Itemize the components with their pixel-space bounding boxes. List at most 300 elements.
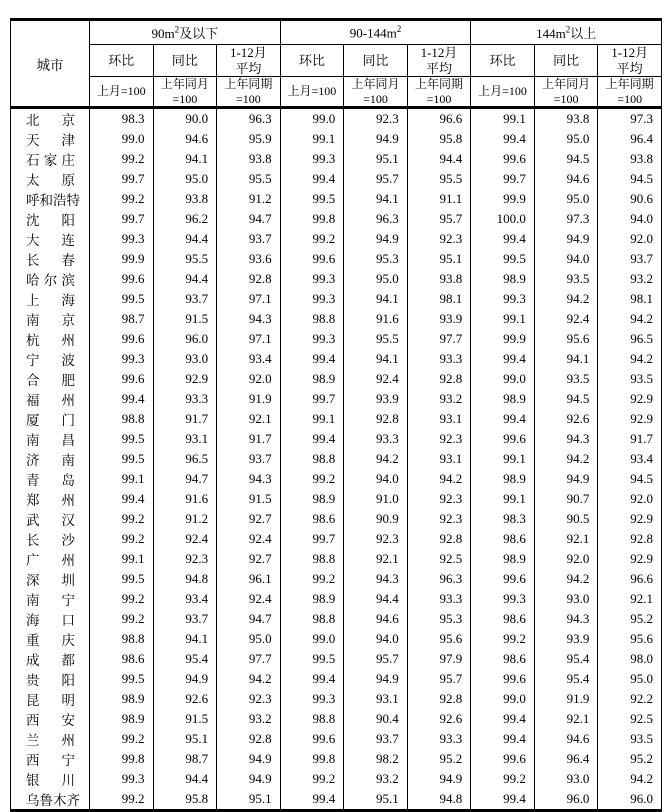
index-value-cell: 91.9 — [534, 689, 598, 709]
group-title-text: 及以下 — [179, 26, 219, 41]
index-value-cell: 94.2 — [598, 349, 662, 369]
index-value-cell: 92.3 — [344, 529, 408, 549]
index-value-cell: 94.9 — [344, 129, 408, 149]
index-value-cell: 99.4 — [280, 669, 344, 689]
index-value-cell: 93.3 — [344, 429, 408, 449]
index-value-cell: 93.8 — [407, 269, 471, 289]
index-value-cell: 99.0 — [90, 129, 154, 149]
index-value-cell: 99.4 — [471, 729, 535, 749]
index-value-cell: 99.9 — [471, 189, 535, 209]
index-value-cell: 93.5 — [598, 729, 662, 749]
index-value-cell: 95.5 — [407, 169, 471, 189]
index-value-cell: 94.7 — [153, 469, 217, 489]
index-value-cell: 93.1 — [407, 409, 471, 429]
table-row — [11, 389, 662, 409]
index-value-cell: 92.2 — [598, 689, 662, 709]
city-name: 南 昌 — [26, 433, 75, 449]
group-title-text: 以上 — [570, 26, 597, 41]
index-value-cell: 98.8 — [90, 629, 154, 649]
group-header-90-144 — [280, 20, 471, 45]
index-value-cell: 95.6 — [598, 629, 662, 649]
index-value-cell: 91.7 — [217, 429, 281, 449]
group-title-text: 144m — [536, 26, 566, 41]
city-name: 长 沙 — [26, 533, 75, 549]
table-row — [11, 489, 662, 509]
index-value-cell: 90.5 — [534, 509, 598, 529]
table-row — [11, 609, 662, 629]
index-value-cell: 94.3 — [217, 469, 281, 489]
sub-header-mom-base: 上月=100 — [280, 77, 344, 108]
index-value-cell: 95.2 — [407, 749, 471, 769]
index-value-cell: 99.1 — [471, 309, 535, 329]
header-row-measures — [11, 45, 662, 77]
index-value-cell: 92.4 — [217, 589, 281, 609]
sub-header-avg-base: 上年同期 =100 — [407, 77, 471, 108]
index-value-cell: 99.3 — [471, 289, 535, 309]
index-value-cell: 99.2 — [471, 769, 535, 789]
city-name: 海 口 — [26, 613, 75, 629]
index-value-cell: 99.0 — [280, 629, 344, 649]
index-value-cell: 99.4 — [280, 349, 344, 369]
index-value-cell: 99.4 — [280, 789, 344, 811]
index-value-cell: 93.0 — [534, 769, 598, 789]
table-row — [11, 249, 662, 269]
index-value-cell: 93.9 — [534, 629, 598, 649]
index-value-cell: 99.2 — [90, 529, 154, 549]
index-value-cell: 98.8 — [280, 449, 344, 469]
index-value-cell: 94.9 — [344, 669, 408, 689]
index-value-cell: 94.1 — [534, 349, 598, 369]
index-value-cell: 93.4 — [217, 349, 281, 369]
index-value-cell: 92.7 — [217, 509, 281, 529]
city-name: 大 连 — [26, 233, 75, 249]
table-row — [11, 629, 662, 649]
index-value-cell: 98.6 — [90, 649, 154, 669]
table-row — [11, 689, 662, 709]
index-value-cell: 94.2 — [598, 309, 662, 329]
index-value-cell: 94.6 — [534, 729, 598, 749]
index-value-cell: 99.0 — [471, 369, 535, 389]
index-value-cell: 95.1 — [344, 789, 408, 811]
column-header-city: 城市 — [11, 20, 90, 108]
index-value-cell: 99.2 — [90, 149, 154, 169]
index-value-cell: 95.0 — [534, 129, 598, 149]
index-value-cell: 91.7 — [153, 409, 217, 429]
sub-header-avg-base: 上年同期 =100 — [598, 77, 662, 108]
index-value-cell: 95.0 — [344, 269, 408, 289]
index-value-cell: 94.2 — [534, 449, 598, 469]
table-row — [11, 369, 662, 389]
index-value-cell: 99.8 — [280, 749, 344, 769]
index-value-cell: 99.6 — [471, 669, 535, 689]
superscript-2: 2 — [174, 24, 180, 35]
index-value-cell: 92.9 — [598, 549, 662, 569]
table-row — [11, 789, 662, 811]
price-index-table — [10, 18, 662, 812]
index-value-cell: 99.6 — [280, 729, 344, 749]
index-value-cell: 94.4 — [153, 269, 217, 289]
superscript-2: 2 — [565, 24, 571, 35]
index-value-cell: 94.8 — [153, 569, 217, 589]
header-row-groups — [11, 20, 662, 45]
index-value-cell: 94.3 — [534, 429, 598, 449]
index-value-cell: 99.3 — [90, 229, 154, 249]
superscript-2: 2 — [396, 23, 402, 34]
index-value-cell: 99.3 — [90, 769, 154, 789]
col-header-yoy: 同比 — [534, 45, 598, 77]
index-value-cell: 95.1 — [217, 789, 281, 811]
index-value-cell: 95.6 — [534, 329, 598, 349]
index-value-cell: 91.6 — [153, 489, 217, 509]
index-value-cell: 94.2 — [534, 569, 598, 589]
index-value-cell: 99.1 — [90, 549, 154, 569]
city-name: 西 宁 — [26, 753, 75, 769]
index-value-cell: 98.9 — [280, 589, 344, 609]
index-value-cell: 93.1 — [344, 689, 408, 709]
index-value-cell: 95.0 — [153, 169, 217, 189]
index-value-cell: 99.1 — [280, 409, 344, 429]
index-value-cell: 92.3 — [407, 229, 471, 249]
index-value-cell: 99.2 — [90, 789, 154, 811]
index-value-cell: 93.7 — [598, 249, 662, 269]
city-name: 北 京 — [26, 113, 75, 129]
index-value-cell: 94.2 — [344, 449, 408, 469]
index-value-cell: 99.4 — [280, 169, 344, 189]
index-value-cell: 99.3 — [471, 589, 535, 609]
index-value-cell: 99.2 — [471, 629, 535, 649]
table-row — [11, 149, 662, 169]
index-value-cell: 91.5 — [217, 489, 281, 509]
index-value-cell: 98.9 — [280, 489, 344, 509]
header-row-base — [11, 77, 662, 108]
group-header-90-and-below — [90, 20, 281, 45]
index-value-cell: 92.3 — [217, 689, 281, 709]
index-value-cell: 99.2 — [280, 229, 344, 249]
col-header-avg: 1-12月 平均 — [217, 45, 281, 77]
index-value-cell: 98.6 — [471, 529, 535, 549]
city-name: 重 庆 — [26, 633, 75, 649]
index-value-cell: 94.6 — [344, 609, 408, 629]
index-value-cell: 94.9 — [344, 229, 408, 249]
index-value-cell: 94.5 — [598, 169, 662, 189]
index-value-cell: 91.1 — [407, 189, 471, 209]
index-value-cell: 95.7 — [407, 209, 471, 229]
index-value-cell: 92.1 — [598, 589, 662, 609]
index-value-cell: 92.5 — [598, 709, 662, 729]
index-value-cell: 94.0 — [344, 469, 408, 489]
index-value-cell: 98.9 — [471, 469, 535, 489]
index-value-cell: 99.6 — [471, 149, 535, 169]
table-row — [11, 229, 662, 249]
index-value-cell: 92.3 — [407, 429, 471, 449]
index-value-cell: 94.9 — [407, 769, 471, 789]
sub-header-yoy-base: 上年同月 =100 — [153, 77, 217, 108]
city-name: 合 肥 — [26, 373, 75, 389]
index-value-cell: 92.9 — [598, 389, 662, 409]
index-value-cell: 98.9 — [471, 549, 535, 569]
index-value-cell: 94.6 — [534, 169, 598, 189]
index-value-cell: 95.3 — [407, 609, 471, 629]
index-value-cell: 94.0 — [344, 629, 408, 649]
index-value-cell: 98.9 — [90, 709, 154, 729]
index-value-cell: 92.8 — [217, 269, 281, 289]
index-value-cell: 97.1 — [217, 289, 281, 309]
index-value-cell: 91.5 — [153, 709, 217, 729]
col-header-avg: 1-12月 平均 — [598, 45, 662, 77]
index-value-cell: 93.8 — [534, 108, 598, 130]
index-value-cell: 91.6 — [344, 309, 408, 329]
table-row — [11, 709, 662, 729]
city-name: 深 圳 — [26, 573, 75, 589]
index-value-cell: 90.0 — [153, 108, 217, 130]
index-value-cell: 94.3 — [344, 569, 408, 589]
index-value-cell: 99.3 — [280, 689, 344, 709]
table-row — [11, 289, 662, 309]
index-value-cell: 99.1 — [471, 489, 535, 509]
index-value-cell: 94.1 — [153, 149, 217, 169]
table-row — [11, 509, 662, 529]
index-value-cell: 94.1 — [344, 349, 408, 369]
index-value-cell: 99.3 — [280, 329, 344, 349]
index-value-cell: 93.4 — [598, 449, 662, 469]
index-value-cell: 91.2 — [153, 509, 217, 529]
index-value-cell: 92.8 — [344, 409, 408, 429]
index-value-cell: 95.1 — [153, 729, 217, 749]
index-value-cell: 93.5 — [598, 369, 662, 389]
index-value-cell: 94.9 — [153, 669, 217, 689]
index-value-cell: 98.9 — [471, 389, 535, 409]
index-value-cell: 99.8 — [280, 209, 344, 229]
sub-header-yoy-base: 上年同月 =100 — [344, 77, 408, 108]
index-value-cell: 95.5 — [217, 169, 281, 189]
index-value-cell: 99.4 — [280, 429, 344, 449]
index-value-cell: 93.8 — [598, 149, 662, 169]
index-value-cell: 92.8 — [598, 529, 662, 549]
index-value-cell: 94.9 — [217, 749, 281, 769]
city-name: 上 海 — [26, 293, 75, 309]
table-row — [11, 429, 662, 449]
index-value-cell: 93.0 — [153, 349, 217, 369]
index-value-cell: 95.5 — [344, 329, 408, 349]
index-value-cell: 99.4 — [471, 409, 535, 429]
index-value-cell: 90.6 — [598, 189, 662, 209]
city-name: 厦 门 — [26, 413, 75, 429]
index-value-cell: 92.1 — [534, 709, 598, 729]
index-value-cell: 93.2 — [407, 389, 471, 409]
index-value-cell: 92.0 — [598, 489, 662, 509]
city-name: 哈 尔 滨 — [26, 273, 75, 289]
index-value-cell: 92.7 — [217, 549, 281, 569]
index-value-cell: 99.5 — [90, 569, 154, 589]
index-value-cell: 92.9 — [598, 509, 662, 529]
index-value-cell: 99.3 — [280, 269, 344, 289]
index-value-cell: 95.8 — [153, 789, 217, 811]
index-value-cell: 99.5 — [90, 669, 154, 689]
index-value-cell: 92.3 — [344, 108, 408, 130]
index-value-cell: 94.5 — [598, 469, 662, 489]
index-value-cell: 93.4 — [153, 589, 217, 609]
index-value-cell: 95.5 — [153, 249, 217, 269]
index-value-cell: 92.6 — [534, 409, 598, 429]
index-value-cell: 96.3 — [407, 569, 471, 589]
index-value-cell: 94.0 — [534, 249, 598, 269]
index-value-cell: 92.3 — [153, 549, 217, 569]
table-row — [11, 349, 662, 369]
table-row — [11, 549, 662, 569]
index-value-cell: 96.4 — [598, 129, 662, 149]
group-title-text: 90m — [151, 26, 175, 41]
index-value-cell: 95.7 — [344, 649, 408, 669]
index-value-cell: 98.9 — [90, 689, 154, 709]
index-value-cell: 93.1 — [153, 429, 217, 449]
index-value-cell: 92.8 — [217, 729, 281, 749]
index-value-cell: 93.2 — [344, 769, 408, 789]
index-value-cell: 94.6 — [153, 129, 217, 149]
index-value-cell: 99.4 — [471, 229, 535, 249]
index-value-cell: 92.6 — [407, 709, 471, 729]
index-value-cell: 94.4 — [153, 229, 217, 249]
index-value-cell: 99.5 — [280, 189, 344, 209]
index-value-cell: 92.4 — [344, 369, 408, 389]
index-value-cell: 96.0 — [153, 329, 217, 349]
index-value-cell: 98.7 — [90, 309, 154, 329]
index-value-cell: 95.4 — [153, 649, 217, 669]
index-value-cell: 99.6 — [90, 369, 154, 389]
index-value-cell: 98.8 — [280, 709, 344, 729]
index-value-cell: 95.1 — [407, 249, 471, 269]
index-value-cell: 94.3 — [534, 609, 598, 629]
index-value-cell: 91.7 — [598, 429, 662, 449]
index-value-cell: 94.1 — [153, 629, 217, 649]
group-header-144-above — [471, 20, 662, 45]
index-value-cell: 99.6 — [90, 269, 154, 289]
index-value-cell: 92.9 — [153, 369, 217, 389]
index-value-cell: 92.5 — [407, 549, 471, 569]
index-value-cell: 95.7 — [407, 669, 471, 689]
index-value-cell: 92.8 — [407, 689, 471, 709]
index-value-cell: 98.8 — [280, 309, 344, 329]
index-value-cell: 90.4 — [344, 709, 408, 729]
index-value-cell: 99.2 — [280, 569, 344, 589]
index-value-cell: 99.3 — [280, 289, 344, 309]
index-value-cell: 91.0 — [344, 489, 408, 509]
index-value-cell: 96.5 — [598, 329, 662, 349]
city-name: 济 南 — [26, 453, 75, 469]
city-name: 兰 州 — [26, 733, 75, 749]
index-value-cell: 98.1 — [407, 289, 471, 309]
index-value-cell: 93.5 — [534, 269, 598, 289]
index-value-cell: 94.5 — [534, 149, 598, 169]
index-value-cell: 97.3 — [598, 108, 662, 130]
index-value-cell: 93.5 — [534, 369, 598, 389]
index-value-cell: 98.1 — [598, 289, 662, 309]
index-value-cell: 98.3 — [90, 108, 154, 130]
index-value-cell: 99.4 — [90, 489, 154, 509]
index-value-cell: 99.9 — [90, 249, 154, 269]
index-value-cell: 93.9 — [344, 389, 408, 409]
index-value-cell: 99.7 — [280, 389, 344, 409]
index-value-cell: 99.5 — [90, 449, 154, 469]
index-value-cell: 94.1 — [344, 289, 408, 309]
index-value-cell: 91.9 — [217, 389, 281, 409]
index-value-cell: 94.2 — [217, 669, 281, 689]
city-name: 昆 明 — [26, 693, 75, 709]
col-header-avg: 1-12月 平均 — [407, 45, 471, 77]
index-value-cell: 93.0 — [534, 589, 598, 609]
index-value-cell: 95.8 — [407, 129, 471, 149]
city-name: 宁 波 — [26, 353, 75, 369]
table-header — [11, 20, 662, 108]
index-value-cell: 98.7 — [153, 749, 217, 769]
index-value-cell: 99.1 — [471, 449, 535, 469]
group-title-text: 90-144m — [349, 25, 397, 41]
table-row — [11, 769, 662, 789]
index-value-cell: 92.0 — [534, 549, 598, 569]
table-row — [11, 409, 662, 429]
index-value-cell: 98.2 — [344, 749, 408, 769]
index-value-cell: 95.0 — [217, 629, 281, 649]
col-header-mom: 环比 — [280, 45, 344, 77]
index-value-cell: 94.5 — [534, 389, 598, 409]
table-row — [11, 209, 662, 229]
index-value-cell: 99.3 — [280, 149, 344, 169]
index-value-cell: 97.3 — [534, 209, 598, 229]
index-value-cell: 90.9 — [344, 509, 408, 529]
index-value-cell: 99.2 — [90, 729, 154, 749]
index-value-cell: 94.9 — [217, 769, 281, 789]
sub-header-mom-base: 上月=100 — [90, 77, 154, 108]
index-value-cell: 94.0 — [598, 209, 662, 229]
index-value-cell: 98.6 — [280, 509, 344, 529]
table-row — [11, 729, 662, 749]
index-value-cell: 93.3 — [407, 589, 471, 609]
index-value-cell: 93.3 — [407, 729, 471, 749]
index-value-cell: 96.5 — [153, 449, 217, 469]
table-row — [11, 649, 662, 669]
col-header-mom: 环比 — [471, 45, 535, 77]
index-value-cell: 99.4 — [471, 709, 535, 729]
city-name: 青 岛 — [26, 473, 75, 489]
table-row — [11, 108, 662, 130]
index-value-cell: 95.1 — [344, 149, 408, 169]
table-row — [11, 749, 662, 769]
index-value-cell: 96.3 — [344, 209, 408, 229]
index-value-cell: 99.2 — [280, 769, 344, 789]
index-value-cell: 92.1 — [534, 529, 598, 549]
city-name: 郑 州 — [26, 493, 75, 509]
index-value-cell: 96.6 — [598, 569, 662, 589]
index-value-cell: 90.7 — [534, 489, 598, 509]
index-value-cell: 98.8 — [280, 609, 344, 629]
index-value-cell: 99.2 — [90, 589, 154, 609]
table-row — [11, 189, 662, 209]
index-value-cell: 93.7 — [153, 289, 217, 309]
city-name: 南 京 — [26, 313, 75, 329]
index-value-cell: 97.9 — [407, 649, 471, 669]
table-row — [11, 469, 662, 489]
index-value-cell: 94.4 — [407, 149, 471, 169]
index-value-cell: 99.1 — [90, 469, 154, 489]
table-row — [11, 569, 662, 589]
index-value-cell: 96.0 — [598, 789, 662, 811]
index-value-cell: 96.3 — [217, 108, 281, 130]
index-value-cell: 93.2 — [217, 709, 281, 729]
index-value-cell: 92.4 — [153, 529, 217, 549]
sub-header-mom-base: 上月=100 — [471, 77, 535, 108]
index-value-cell: 99.6 — [90, 329, 154, 349]
index-value-cell: 99.1 — [280, 129, 344, 149]
col-header-mom: 环比 — [90, 45, 154, 77]
